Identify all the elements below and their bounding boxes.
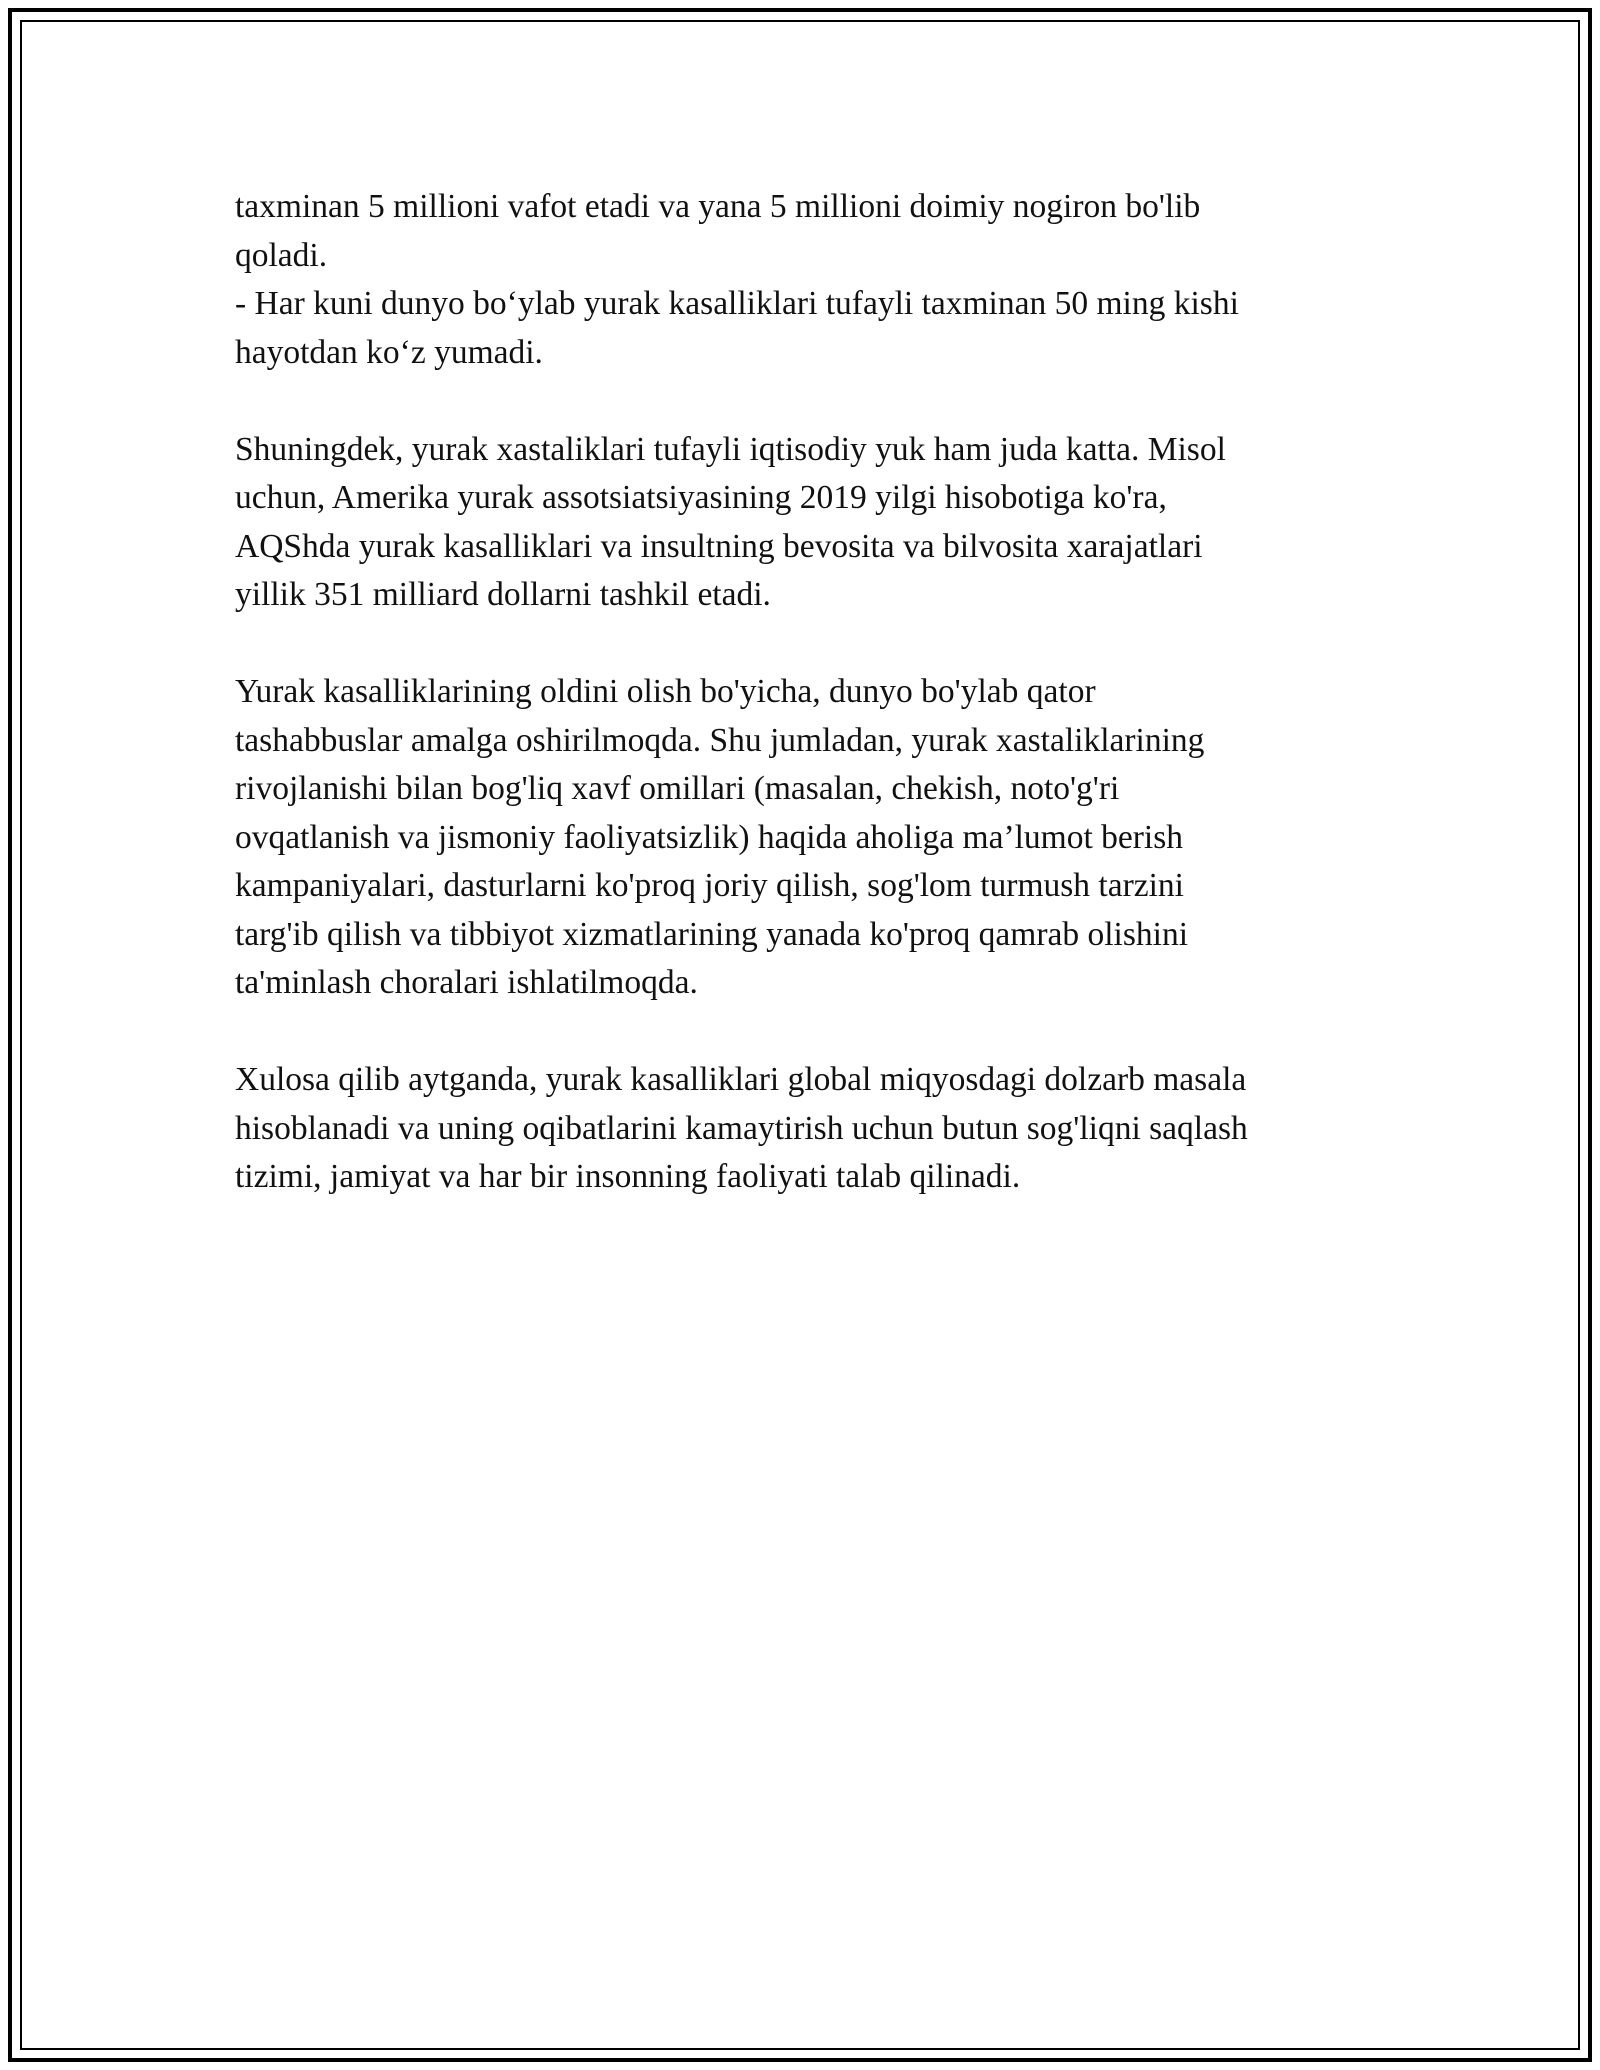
text-line: tizimi, jamiyat va har bir insonning faoliyati talab qilinadi.: [235, 1158, 1021, 1195]
text-line: uchun, Amerika yurak assotsiatsiyasining 2019 yilgi hisobotiga ko'ra,: [235, 479, 1167, 516]
text-line: Yurak kasalliklarining oldini olish bo'yicha, dunyo bo'ylab qator: [235, 673, 1096, 710]
text-line: targ'ib qilish va tibbiyot xizmatlarining yanada ko'proq qamrab olishini: [235, 915, 1188, 953]
text-line: ta'minlash choralari ishlatilmoqda.: [235, 964, 698, 1001]
text-line: Shuningdek, yurak xastaliklari tufayli iqtisodiy yuk ham juda katta. Misol: [235, 430, 1226, 468]
text-line: yillik 351 milliard dollarni tashkil etadi.: [235, 576, 771, 613]
text-line: tashabbuslar amalga oshirilmoqda. Shu jumladan, yurak xastaliklarining: [235, 721, 1205, 759]
paragraph-economic-burden: [235, 426, 1365, 620]
text-line: qoladi.: [235, 236, 328, 274]
text-line: hayotdan ko‘z yumadi.: [235, 333, 543, 371]
paragraph-prevention: [235, 668, 1365, 1008]
text-line: kampaniyalari, dasturlarni ko'proq joriy qilish, sog'lom turmush tarzini: [235, 867, 1184, 904]
text-line: - Har kuni dunyo bo‘ylab yurak kasalliklari tufayli taxminan 50 ming kishi: [235, 285, 1239, 322]
paragraph-statistics: [235, 183, 1365, 377]
text-line: AQShda yurak kasalliklari va insultning bevosita va bilvosita xarajatlari: [235, 527, 1203, 565]
text-line: hisoblanadi va uning oqibatlarini kamaytirish uchun butun sog'liqni saqlash: [235, 1109, 1248, 1147]
text-line: rivojlanishi bilan bog'liq xavf omillari (masalan, chekish, noto'g'ri: [235, 770, 1120, 807]
paragraph-conclusion: [235, 1056, 1365, 1202]
text-line: Xulosa qilib aytganda, yurak kasalliklari global miqyosdagi dolzarb masala: [235, 1061, 1247, 1098]
document-body: [235, 183, 1365, 1250]
text-line: taxminan 5 millioni vafot etadi va yana 5 millioni doimiy nogiron bo'lib: [235, 188, 1201, 225]
text-line: ovqatlanish va jismoniy faoliyatsizlik) haqida aholiga ma’lumot berish: [235, 818, 1184, 856]
